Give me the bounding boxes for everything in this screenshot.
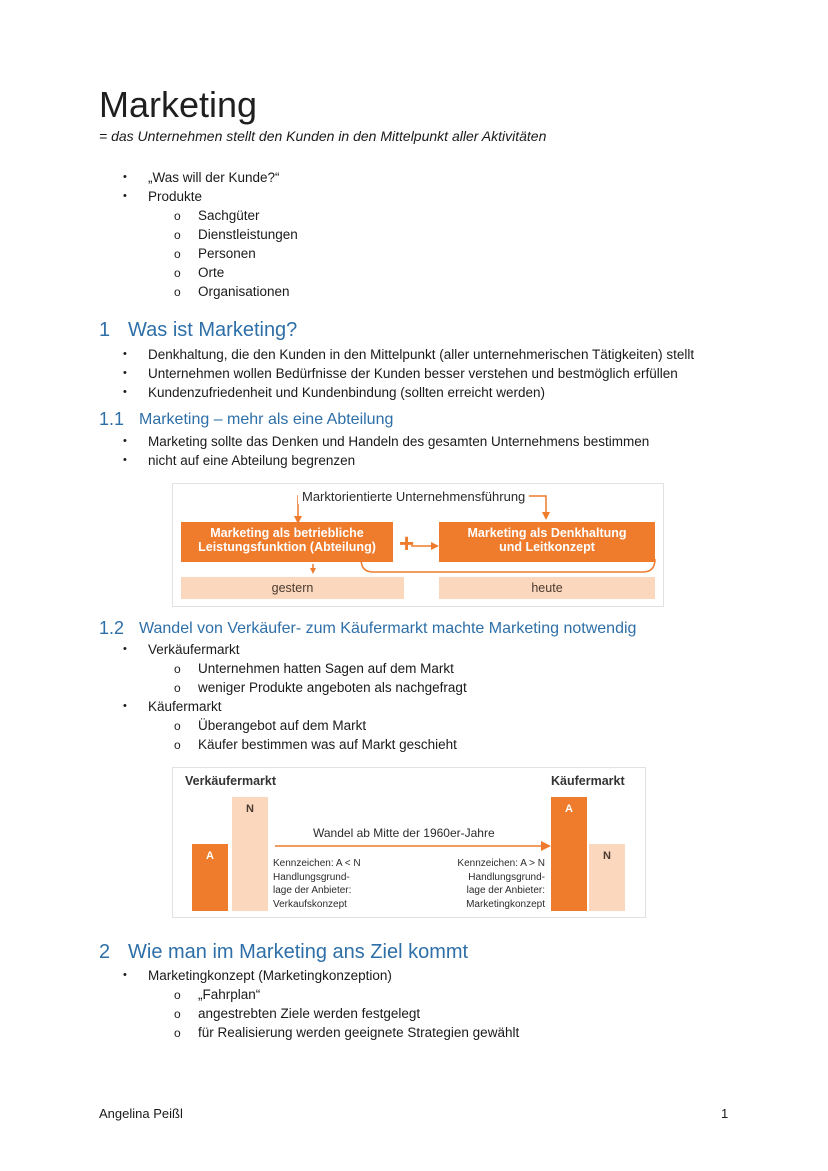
bullet-icon: • bbox=[123, 969, 127, 981]
circle-bullet-icon: o bbox=[174, 209, 181, 223]
section-number: 1 bbox=[99, 319, 111, 341]
circle-bullet-icon: o bbox=[174, 662, 181, 676]
page-title: Marketing bbox=[99, 84, 258, 125]
department-line-2: Leistungsfunktion (Abteilung) bbox=[198, 540, 376, 554]
bullet-icon: • bbox=[123, 367, 127, 379]
bullet-icon: • bbox=[123, 386, 127, 398]
supply-label: A bbox=[206, 850, 214, 862]
list-item: Marketing sollte das Denken und Handeln des gesamten Unternehmens bestimmen bbox=[148, 434, 650, 449]
list-item: Unternehmen wollen Bedürfnisse der Kunden besser verstehen und bestmöglich erfüllen bbox=[148, 366, 678, 381]
list-item: Kundenzufriedenheit und Kundenbindung (sollten erreicht werden) bbox=[148, 385, 546, 400]
section-number: 1.1 bbox=[99, 409, 125, 429]
seller-market-note bbox=[273, 857, 361, 911]
note-line: lage der Anbieter: bbox=[273, 885, 352, 896]
circle-bullet-icon: o bbox=[174, 988, 181, 1002]
list-item: Denkhaltung, die den Kunden in den Mittelpunkt (aller unternehmerischen Tätigkeiten) stellt bbox=[148, 347, 695, 362]
figure-top-label: Marktorientierte Unternehmensführung bbox=[298, 489, 529, 504]
buyer-market-note bbox=[435, 857, 545, 911]
footer-author: Angelina Peißl bbox=[99, 1106, 183, 1121]
section-heading: Marketing – mehr als eine Abteilung bbox=[139, 411, 394, 428]
section-number: 2 bbox=[99, 941, 111, 963]
list-item: Orte bbox=[198, 265, 225, 280]
bullet-icon: • bbox=[123, 190, 127, 202]
list-item: Überangebot auf dem Markt bbox=[198, 718, 367, 733]
market-shift-figure bbox=[172, 767, 646, 918]
list-item: weniger Produkte angeboten als nachgefragt bbox=[198, 680, 467, 695]
bullet-icon: • bbox=[123, 348, 127, 360]
bullet-icon: • bbox=[123, 171, 127, 183]
list-item: „Was will der Kunde?“ bbox=[148, 170, 280, 185]
list-item: angestrebten Ziele werden festgelegt bbox=[198, 1006, 421, 1021]
section-heading: Wandel von Verkäufer- zum Käufermarkt machte Marketing notwendig bbox=[139, 620, 637, 637]
list-item: Personen bbox=[198, 246, 256, 261]
list-item: Dienstleistungen bbox=[198, 227, 298, 242]
demand-bar bbox=[589, 844, 625, 911]
list-item: Produkte bbox=[148, 189, 203, 204]
plus-icon: + bbox=[399, 528, 415, 558]
list-item: für Realisierung werden geeignete Strategien gewählt bbox=[198, 1025, 520, 1040]
list-item: nicht auf eine Abteilung begrenzen bbox=[148, 453, 356, 468]
note-line: Kennzeichen: A < N bbox=[273, 858, 361, 869]
page-number: 1 bbox=[721, 1106, 729, 1121]
marketing-orientation-figure bbox=[172, 483, 664, 607]
note-line: lage der Anbieter: bbox=[466, 885, 545, 896]
mindset-line-2: und Leitkonzept bbox=[499, 540, 595, 554]
page-subtitle: = das Unternehmen stellt den Kunden in den Mittelpunkt aller Aktivitäten bbox=[99, 128, 547, 144]
list-item: Käufermarkt bbox=[148, 699, 222, 714]
section-heading: Wie man im Marketing ans Ziel kommt bbox=[128, 941, 469, 963]
list-item: Sachgüter bbox=[198, 208, 260, 223]
mindset-box bbox=[439, 522, 655, 562]
circle-bullet-icon: o bbox=[174, 266, 181, 280]
bullet-icon: • bbox=[123, 700, 127, 712]
note-line: Handlungsgrund- bbox=[273, 871, 350, 883]
shift-arrow-label: Wandel ab Mitte der 1960er-Jahre bbox=[313, 826, 495, 840]
demand-label: N bbox=[603, 850, 611, 862]
note-line: Marketingkonzept bbox=[466, 898, 545, 910]
circle-bullet-icon: o bbox=[174, 1007, 181, 1021]
note-line: Verkaufskonzept bbox=[273, 898, 347, 910]
note-line: Handlungsgrund- bbox=[468, 871, 545, 883]
buyer-market-title: Käufermarkt bbox=[551, 774, 625, 788]
list-item: Käufer bestimmen was auf Markt geschieht bbox=[198, 737, 457, 752]
note-line: Kennzeichen: A > N bbox=[457, 858, 545, 869]
department-line-1: Marketing als betriebliche bbox=[210, 526, 364, 540]
department-box bbox=[181, 522, 393, 562]
circle-bullet-icon: o bbox=[174, 247, 181, 261]
list-item: Organisationen bbox=[198, 284, 290, 299]
list-item: „Fahrplan“ bbox=[198, 987, 261, 1002]
demand-label: N bbox=[246, 803, 254, 815]
seller-market-title: Verkäufermarkt bbox=[185, 774, 277, 788]
section-heading: Was ist Marketing? bbox=[128, 319, 298, 341]
circle-bullet-icon: o bbox=[174, 228, 181, 242]
demand-bar bbox=[232, 797, 268, 911]
supply-label: A bbox=[565, 803, 573, 815]
circle-bullet-icon: o bbox=[174, 285, 181, 299]
section-number: 1.2 bbox=[99, 618, 125, 638]
bullet-icon: • bbox=[123, 454, 127, 466]
today-label: heute bbox=[439, 577, 655, 599]
list-item: Marketingkonzept (Marketingkonzeption) bbox=[148, 968, 392, 983]
list-item: Unternehmen hatten Sagen auf dem Markt bbox=[198, 661, 454, 676]
circle-bullet-icon: o bbox=[174, 681, 181, 695]
supply-bar bbox=[192, 844, 228, 911]
supply-bar bbox=[551, 797, 587, 911]
bullet-icon: • bbox=[123, 435, 127, 447]
circle-bullet-icon: o bbox=[174, 738, 181, 752]
shift-arrow bbox=[271, 840, 553, 852]
list-item: Verkäufermarkt bbox=[148, 642, 240, 657]
yesterday-label: gestern bbox=[181, 577, 404, 599]
mindset-line-1: Marketing als Denkhaltung bbox=[467, 526, 627, 540]
circle-bullet-icon: o bbox=[174, 719, 181, 733]
bullet-icon: • bbox=[123, 643, 127, 655]
circle-bullet-icon: o bbox=[174, 1026, 181, 1040]
